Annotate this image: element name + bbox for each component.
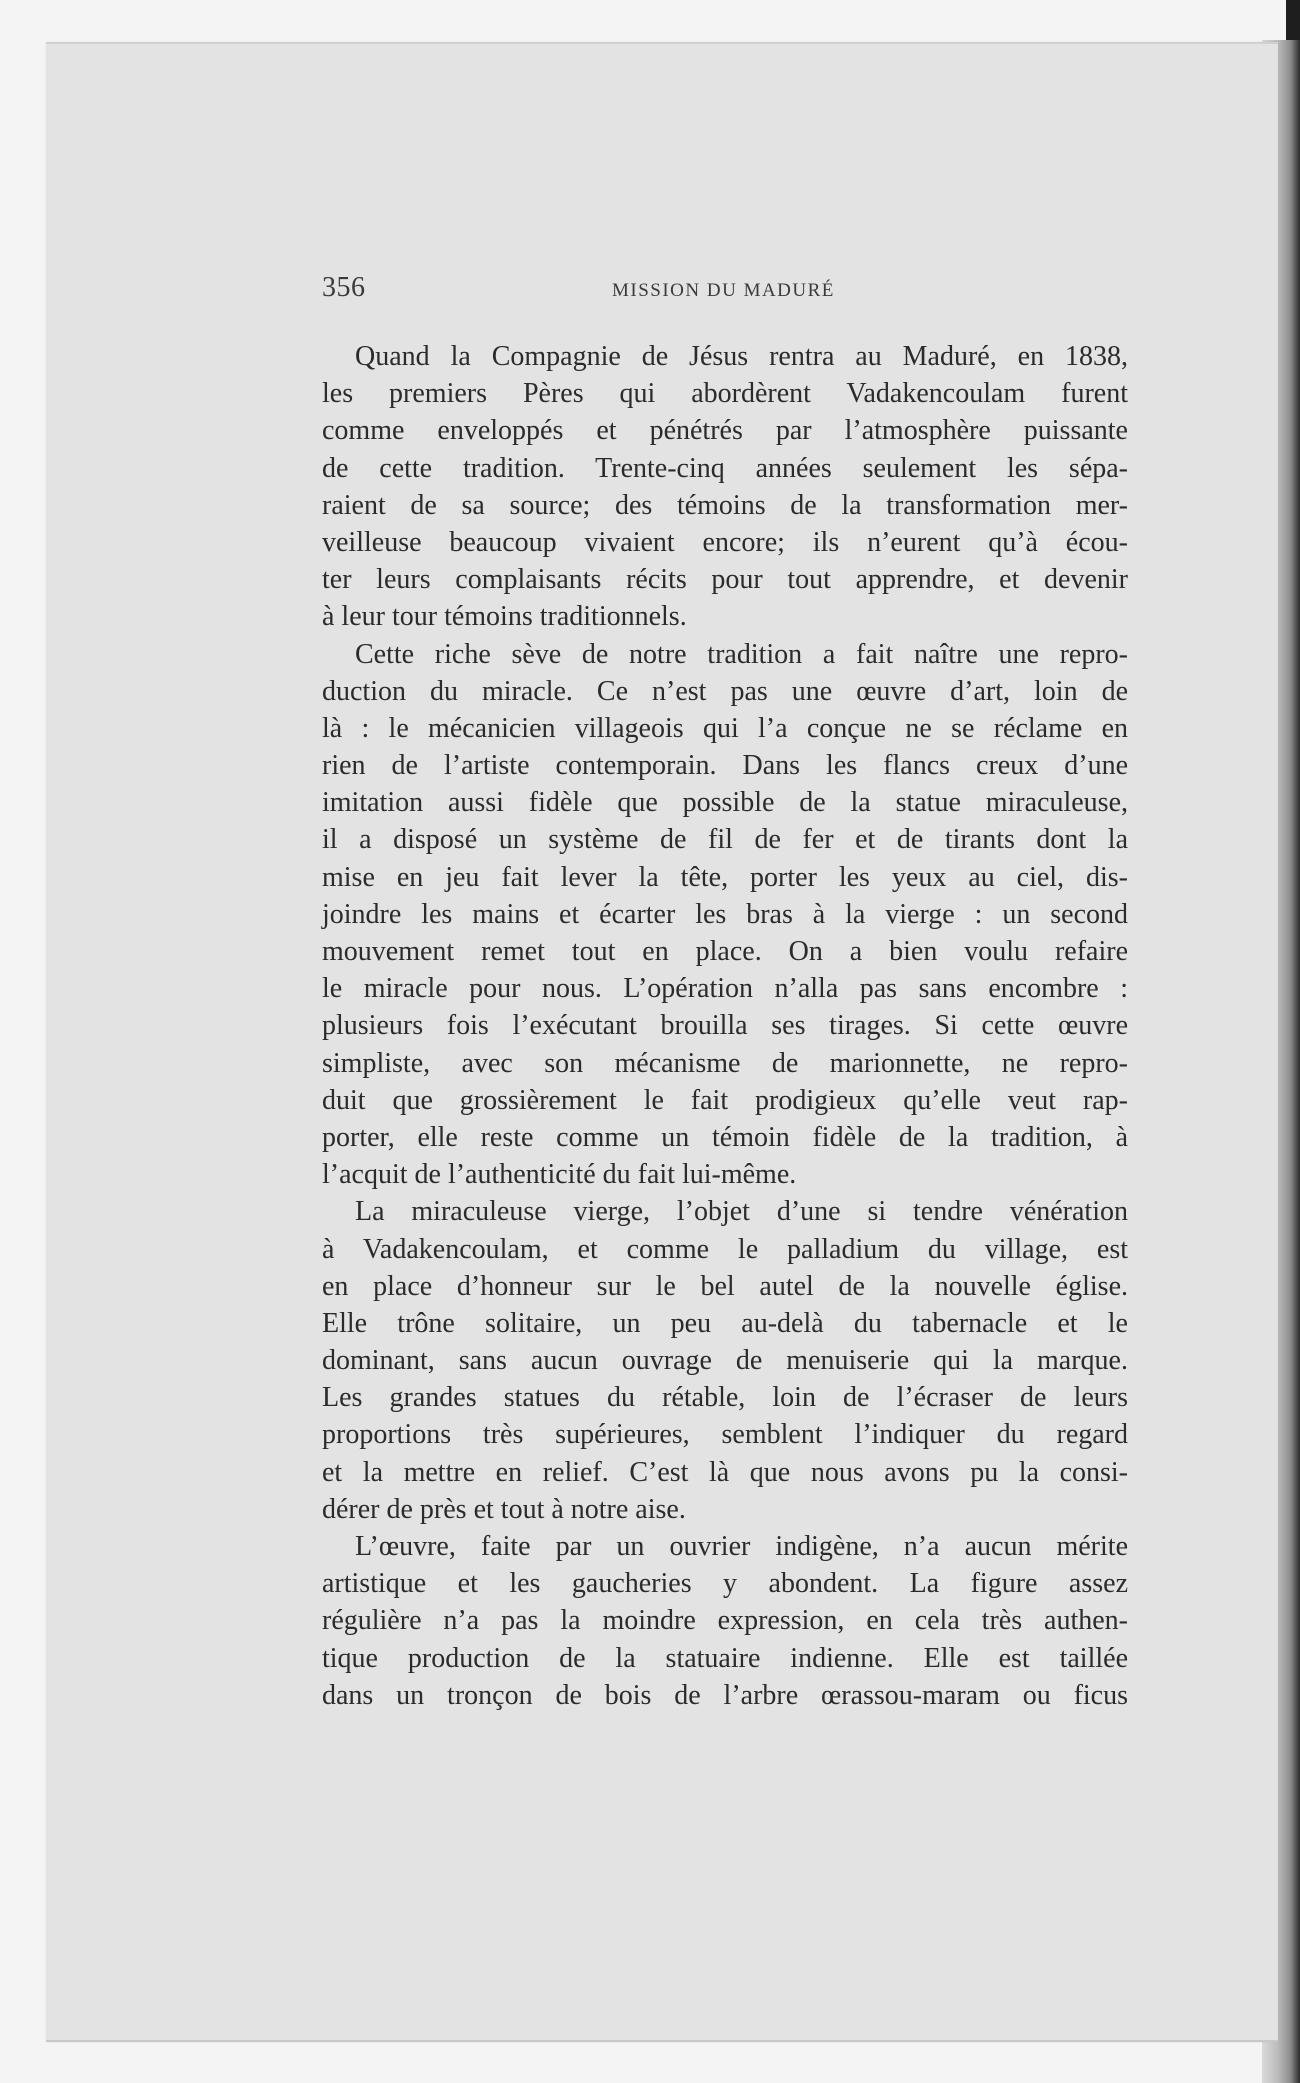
text-line: comme enveloppés et pénétrés par l’atmosphère puissante	[322, 415, 1128, 447]
text-line: dans un tronçon de bois de l’arbre œrassou-maram ou ficus	[322, 1679, 1128, 1711]
text-line: imitation aussi fidèle que possible de la statue miraculeuse,	[322, 787, 1128, 819]
text-line: proportions très supérieures, semblent l’indiquer du regard	[322, 1419, 1128, 1451]
text-line: joindre les mains et écarter les bras à la vierge : un second	[322, 898, 1128, 930]
text-line: veilleuse beaucoup vivaient encore; ils n’eurent qu’à écou-	[322, 526, 1128, 558]
text-line: il a disposé un système de fil de fer et de tirants dont la	[322, 824, 1128, 856]
paragraph-1	[322, 338, 1128, 636]
text-line: dominant, sans aucun ouvrage de menuiserie qui la marque.	[322, 1345, 1128, 1377]
paragraph-4	[322, 1528, 1128, 1714]
text-line: Elle trône solitaire, un peu au-delà du tabernacle et le	[322, 1307, 1128, 1339]
paragraph-3	[322, 1193, 1128, 1528]
paragraph-2	[322, 636, 1128, 1194]
text-line: tique production de la statuaire indienne. Elle est taillée	[322, 1642, 1128, 1674]
text-line: à Vadakencoulam, et comme le palladium du village, est	[322, 1233, 1128, 1265]
text-line: et la mettre en relief. C’est là que nous avons pu la consi-	[322, 1456, 1128, 1488]
text-line: Cette riche sève de notre tradition a fait naître une repro-	[355, 638, 1128, 670]
body-text	[322, 338, 1128, 1714]
text-line: l’acquit de l’authenticité du fait lui-même.	[322, 1159, 797, 1191]
text-line: plusieurs fois l’exécutant brouilla ses tirages. Si cette œuvre	[322, 1010, 1128, 1042]
text-line: L’œuvre, faite par un ouvrier indigène, n’a aucun mérite	[355, 1531, 1128, 1562]
text-line: le miracle pour nous. L’opération n’alla pas sans encombre :	[322, 973, 1128, 1005]
text-line: duction du miracle. Ce n’est pas une œuvre d’art, loin de	[322, 675, 1128, 707]
text-line: Les grandes statues du rétable, loin de l’écraser de leurs	[322, 1382, 1128, 1414]
text-line: La miraculeuse vierge, l’objet d’une si tendre vénération	[355, 1196, 1128, 1228]
text-line: là : le mécanicien villageois qui l’a conçue ne se réclame en	[322, 712, 1128, 744]
text-line: de cette tradition. Trente-cinq années seulement les sépa-	[322, 452, 1128, 484]
running-head: MISSION DU MADURÉ	[612, 280, 835, 301]
text-line: simpliste, avec son mécanisme de marionnette, ne repro-	[322, 1047, 1128, 1079]
text-line: dérer de près et tout à notre aise.	[322, 1493, 686, 1525]
text-line: régulière n’a pas la moindre expression, en cela très authen-	[322, 1605, 1128, 1637]
text-line: mouvement remet tout en place. On a bien voulu refaire	[322, 936, 1128, 967]
text-line: en place d’honneur sur le bel autel de la nouvelle église.	[322, 1270, 1128, 1302]
text-line: à leur tour témoins traditionnels.	[322, 601, 687, 633]
text-line: Quand la Compagnie de Jésus rentra au Maduré, en 1838,	[355, 341, 1128, 372]
text-line: les premiers Pères qui abordèrent Vadakencoulam furent	[322, 378, 1128, 410]
page-header	[322, 272, 1128, 312]
text-line: mise en jeu fait lever la tête, porter les yeux au ciel, dis-	[322, 861, 1128, 893]
text-line: ter leurs complaisants récits pour tout apprendre, et devenir	[322, 564, 1128, 596]
text-line: raient de sa source; des témoins de la transformation mer-	[322, 489, 1128, 521]
page-number: 356	[322, 272, 366, 303]
text-line: duit que grossièrement le fait prodigieux qu’elle veut rap-	[322, 1084, 1128, 1116]
text-line: rien de l’artiste contemporain. Dans les flancs creux d’une	[322, 750, 1128, 782]
text-line: artistique et les gaucheries y abondent. La figure assez	[322, 1568, 1128, 1600]
text-line: porter, elle reste comme un témoin fidèle de la tradition, à	[322, 1121, 1128, 1153]
